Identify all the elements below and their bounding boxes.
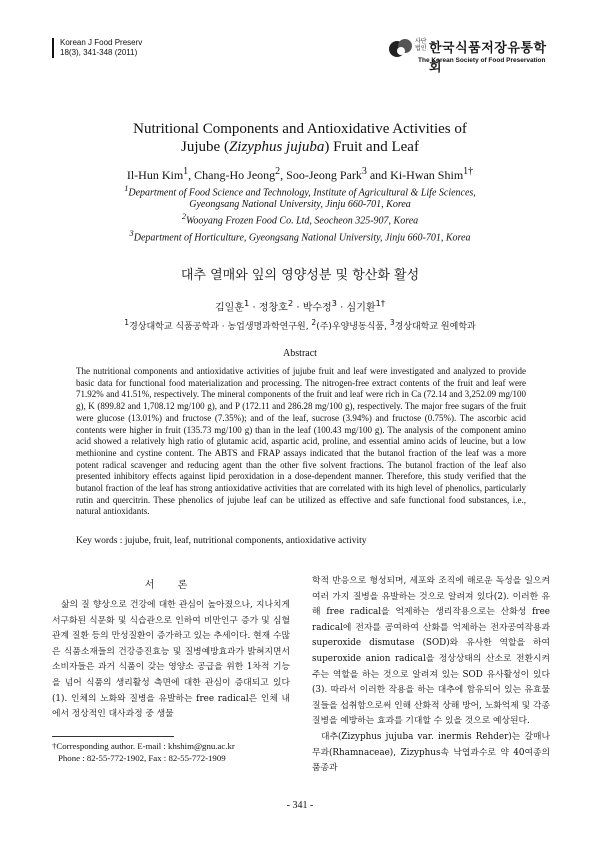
society-english-name: The Korean Society of Food Preservation (418, 57, 546, 64)
society-logo (388, 30, 558, 75)
right-paragraph-2: 대추(Zizyphus jujuba var. inermis Rehder)는 갈매나무과(Rhamnaceae), Zizyphus속 낙엽과수로 약 40여종의 품종과 (312, 731, 550, 774)
title-line-2: Jujube (Zizyphus jujuba) Fruit and Leaf (181, 139, 419, 155)
affiliation-1-cont: Gyeongsang National University, Jinju 660-701, Korea (189, 199, 411, 211)
author-4: Ki-Hwan Shim$^{1\dagger}$ (390, 166, 474, 182)
left-paragraph: 삶의 질 향상으로 건강에 대한 관심이 높아졌으나, 지나치게 서구화된 식문화 및 식습관으로 인하여 비만인구 증가 및 심혈관계 질환 등의 만성질환이 증가하고 있는 추세이다. 현재 수많은 식품소재들의 건강증진효능 및 질병예방효과가 밝혀지면서 소비자들은 과거 식품이 갖는 영양소 공급을 위한 1차적 기능을 넘어 식품의 생리활성 측면에 대한 관심이 증대되고 있다(1). 인체의 노화와 질병을 유발하는 free radical은 인체 내에서 정상적인 대사과정 중 생물 (52, 600, 290, 720)
body-left-column (52, 598, 290, 723)
footnote-rule (52, 736, 174, 737)
society-korean-name: 한국식품저장유통학회 (429, 41, 547, 75)
korean-author-list: 김일훈$^1$ · 정창호$^2$ · 박수정$^3$ · 심기환$^{1\dagger}$ (215, 298, 385, 314)
footnote-email: †Corresponding author. E-mail : khshim@gnu.ac.kr (52, 741, 235, 751)
affiliation-1: $^1$Department of Food Science and Technology, Institute of Agricultural & Life Sciences, (124, 184, 476, 199)
footnote-phone: Phone : 82-55-772-1902, Fax : 82-55-772-1909 (58, 753, 226, 763)
korean-title: 대추 열매와 잎의 영양성분 및 항산화 활성 (180, 268, 420, 283)
paper-title (60, 120, 540, 156)
author-2: Chang-Ho Jeong$^2$ (194, 166, 281, 182)
title-line-1: Nutritional Components and Antioxidative Activities of (133, 121, 467, 137)
society-emblem-icon (388, 36, 414, 60)
keywords: Key words : jujube, fruit, leaf, nutritional components, antioxidative activity (76, 536, 367, 546)
journal-volume: 18(3), 341-348 (2011) (60, 48, 138, 57)
journal-citation (52, 38, 142, 58)
korean-affiliations: $^1$경상대학교 식품공학과 · 농업생명과학연구원, $^2$(주)우양냉동식품, $^3$경상대학교 원예학과 (124, 318, 476, 332)
abstract-body: The nutritional components and antioxidative activities of jujube fruit and leaf were investigated and analyzed to provide basic data for functional food materialization and processing. The nitrogen-free extract contents of the fruit and leaf were 71.92% and 41.51%, respectively. The mineral components of the fruit and leaf were rich in Ca (72.14 and 3,252.09 mg/100 g), K (899.82 and 1,708.12 mg/100 g), and P (172.11 and 286.28 mg/100 g), respectively. The major free sugars of the fruit were glucose (13.01%) and fructose (7.35%); and of the leaf, sucrose (3.94%) and fructose (0.75%). The ascorbic acid contents were higher in fruit (135.73 mg/100 g) than in the leaf (100.43 mg/100 g). The analysis of the component amino acid showed a relatively high ratio of glutamic acid, aspartic acid, proline, and essential amino acids of leucine, but a low methionine and cystine content. The ABTS and FRAP assays indicated that the butanol fraction of the leaf was a more potent radical scavenger and reducing agent than the other five solvent fractions. The butanol fraction of the leaf also presented inhibitory effects against lipid peroxidation in a dose-dependent manner. Therefore, this study verified that the butanol fraction of the leaf has strong antioxidative activities that are correlated with its high level of phenolics, particularly rutin and quercitrin. These phenolics of jujube leaf can be utilized as effective and safe functional food substances, i.e., natural antioxidants. (76, 366, 526, 517)
journal-name: Korean J Food Preserv (60, 38, 143, 47)
author-3: Soo-Jeong Park$^3$ (286, 166, 367, 182)
affiliations (40, 183, 560, 244)
author-list: Il-Hun Kim$^1$, Chang-Ho Jeong$^2$, Soo-Jeong Park$^3$ and Ki-Hwan Shim$^{1\dagger}$ (126, 166, 474, 182)
abstract-heading: Abstract (283, 348, 317, 359)
section-heading-introduction: 서 론 (144, 580, 198, 591)
corresponding-author-footnote (52, 740, 292, 764)
author-1: Il-Hun Kim$^1$ (126, 166, 189, 182)
affiliation-2: $^2$Wooyang Frozen Food Co. Ltd, Seocheon 325-907, Korea (181, 212, 419, 227)
affiliation-3: $^3$Department of Horticulture, Gyeongsang National University, Jinju 660-701, Korea (129, 228, 471, 243)
society-small-label: 사단법인 (415, 38, 427, 52)
page-number: - 341 - (286, 800, 314, 811)
right-paragraph-1: 학적 반응으로 형성되며, 세포와 조직에 해로운 독성을 일으켜 여러 가지 질병을 유발하는 것으로 알려져 있다(2). 이러한 유해 free radical을 억제하는 생리작용으로는 산화성 free radical에 전자를 공여하여 산화를 억제하는 전자공여작용과 superoxide dismutase (SOD)와 유사한 역할을 하여 superoxide anion radical을 정상상태의 산소로 전환시켜 주는 역할을 하는 것으로 알려져 있는 SOD 유사활성이 있다(3). 따라서 이러한 작용을 하는 대추에 함유되어 있는 유효물질들을 섭취함으로써 인해 산화적 상해 방어, 노화억제 및 각종 질병을 예방하는 효과를 기대할 수 있을 것으로 예상된다. (312, 576, 550, 727)
body-right-column (312, 574, 550, 777)
